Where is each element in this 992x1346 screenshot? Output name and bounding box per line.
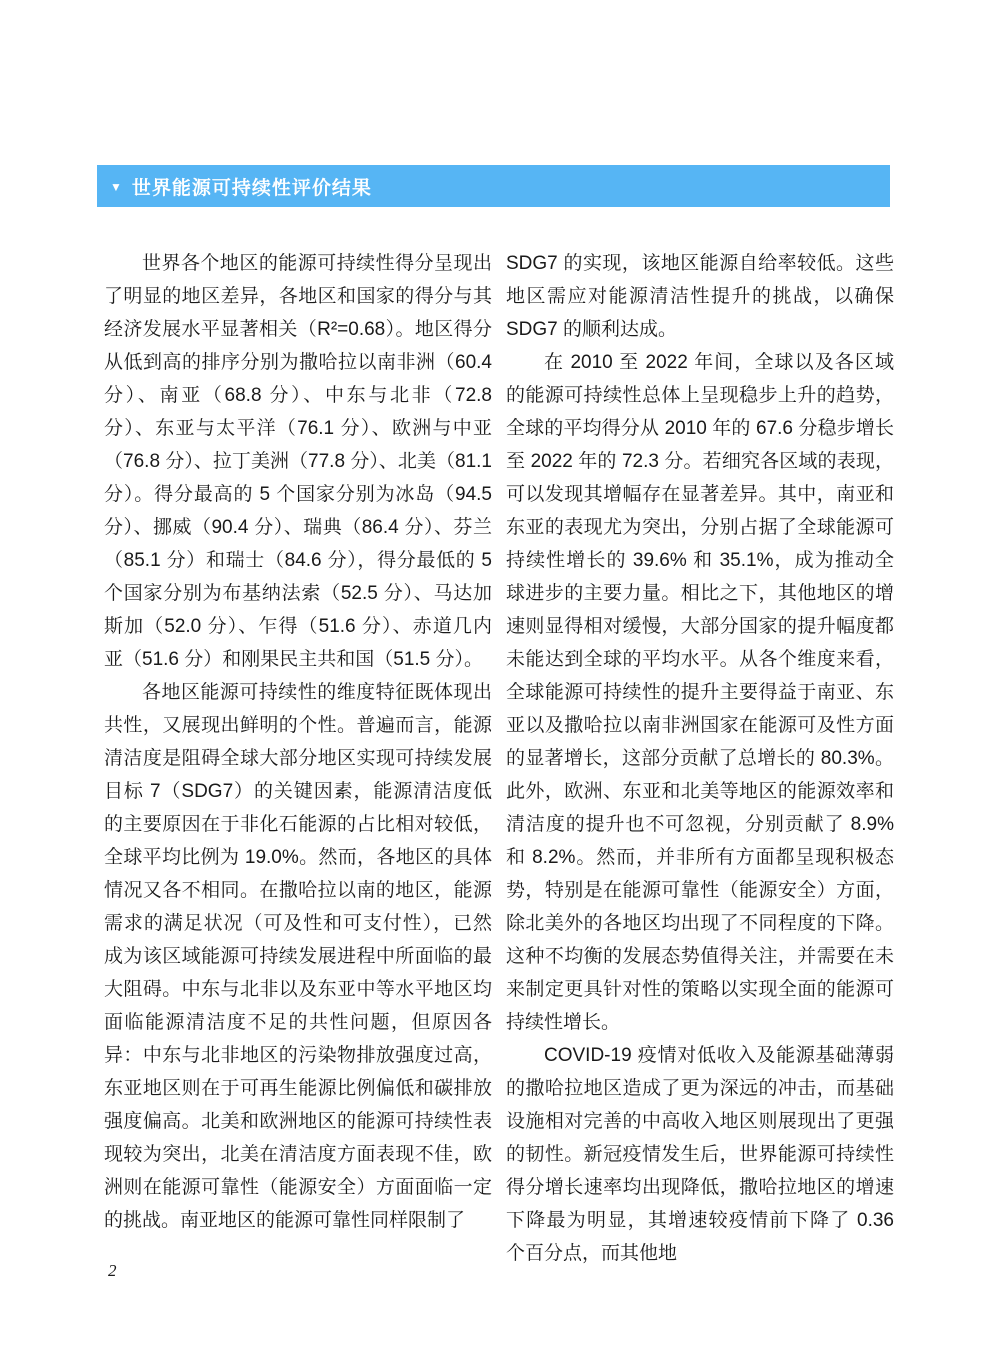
section-title: 世界能源可持续性评价结果 xyxy=(131,177,372,199)
left-column xyxy=(104,247,492,1270)
section-header-bar xyxy=(97,165,890,207)
paragraph-continuation: SDG7 的实现，该地区能源自给率较低。这些地区需应对能源清洁性提升的挑战，以确保 SDG7 的顺利达成。 xyxy=(506,253,894,340)
page-number: 2 xyxy=(108,1261,117,1280)
right-column xyxy=(506,247,894,1270)
paragraph: 各地区能源可持续性的维度特征既体现出共性，又展现出鲜明的个性。普遍而言，能源清洁度是阻碍全球大部分地区实现可持续发展目标 7（SDG7）的关键因素，能源清洁度低的主要原因在于非化石能源的占比相对较低，全球平均比例为 19.0%。然而，各地区的具体情况又各不相同。在撒哈拉以南的地区，能源需求的满足状况（可及性和可支付性），已然成为该区域能源可持续发展进程中所面临的最大阻碍。中东与北非以及东亚中等水平地区均面临能源清洁度不足的共性问题，但原因各异：中东与北非地区的污染物排放强度过高，东亚地区则在于可再生能源比例偏低和碳排放强度偏高。北美和欧洲地区的能源可持续性表现较为突出，北美在清洁度方面表现不佳，欧洲则在能源可靠性（能源安全）方面面临一定的挑战。南亚地区的能源可靠性同样限制了 xyxy=(104,682,492,1231)
paragraph: COVID-19 疫情对低收入及能源基础薄弱的撒哈拉地区造成了更为深远的冲击，而基础设施相对完善的中高收入地区则展现出了更强的韧性。新冠疫情发生后，世界能源可持续性得分增长速率均出现降低，撒哈拉地区的增速下降最为明显，其增速较疫情前下降了 0.36 个百分点，而其他地 xyxy=(506,1045,894,1264)
triangle-down-icon: ▼ xyxy=(110,180,122,194)
body-content xyxy=(104,247,894,1270)
paragraph: 世界各个地区的能源可持续性得分呈现出了明显的地区差异，各地区和国家的得分与其经济发展水平显著相关（R²=0.68）。地区得分从低到高的排序分别为撒哈拉以南非洲（60.4 分）、南亚（68.8 分）、中东与北非（72.8 分）、东亚与太平洋（76.1 分）、欧洲与中亚（76.8 分）、拉丁美洲（77.8 分）、北美（81.1 分）。得分最高的 5 个国家分别为冰岛（94.5 分）、挪威（90.4 分）、瑞典（86.4 分）、芬兰（85.1 分）和瑞士（84.6 分），得分最低的 5 个国家分别为布基纳法索（52.5 分）、马达加斯加（52.0 分）、乍得（51.6 分）、赤道几内亚（51.6 分）和刚果民主共和国（51.5 分）。 xyxy=(104,253,492,670)
paragraph: 在 2010 至 2022 年间，全球以及各区域的能源可持续性总体上呈现稳步上升的趋势，全球的平均得分从 2010 年的 67.6 分稳步增长至 2022 年的 72.3 分。若细究各区域的表现，可以发现其增幅存在显著差异。其中，南亚和东亚的表现尤为突出，分别占据了全球能源可持续性增长的 39.6% 和 35.1%，成为推动全球进步的主要力量。相比之下，其他地区的增速则显得相对缓慢，大部分国家的提升幅度都未能达到全球的平均水平。从各个维度来看，全球能源可持续性的提升主要得益于南亚、东亚以及撒哈拉以南非洲国家在能源可及性方面的显著增长，这部分贡献了总增长的 80.3%。此外，欧洲、东亚和北美等地区的能源效率和清洁度的提升也不可忽视，分别贡献了 8.9% 和 8.2%。然而，并非所有方面都呈现积极态势，特别是在能源可靠性（能源安全）方面，除北美外的各地区均出现了不同程度的下降。这种不均衡的发展态势值得关注，并需要在未来制定更具针对性的策略以实现全面的能源可持续性增长。 xyxy=(506,352,894,1033)
